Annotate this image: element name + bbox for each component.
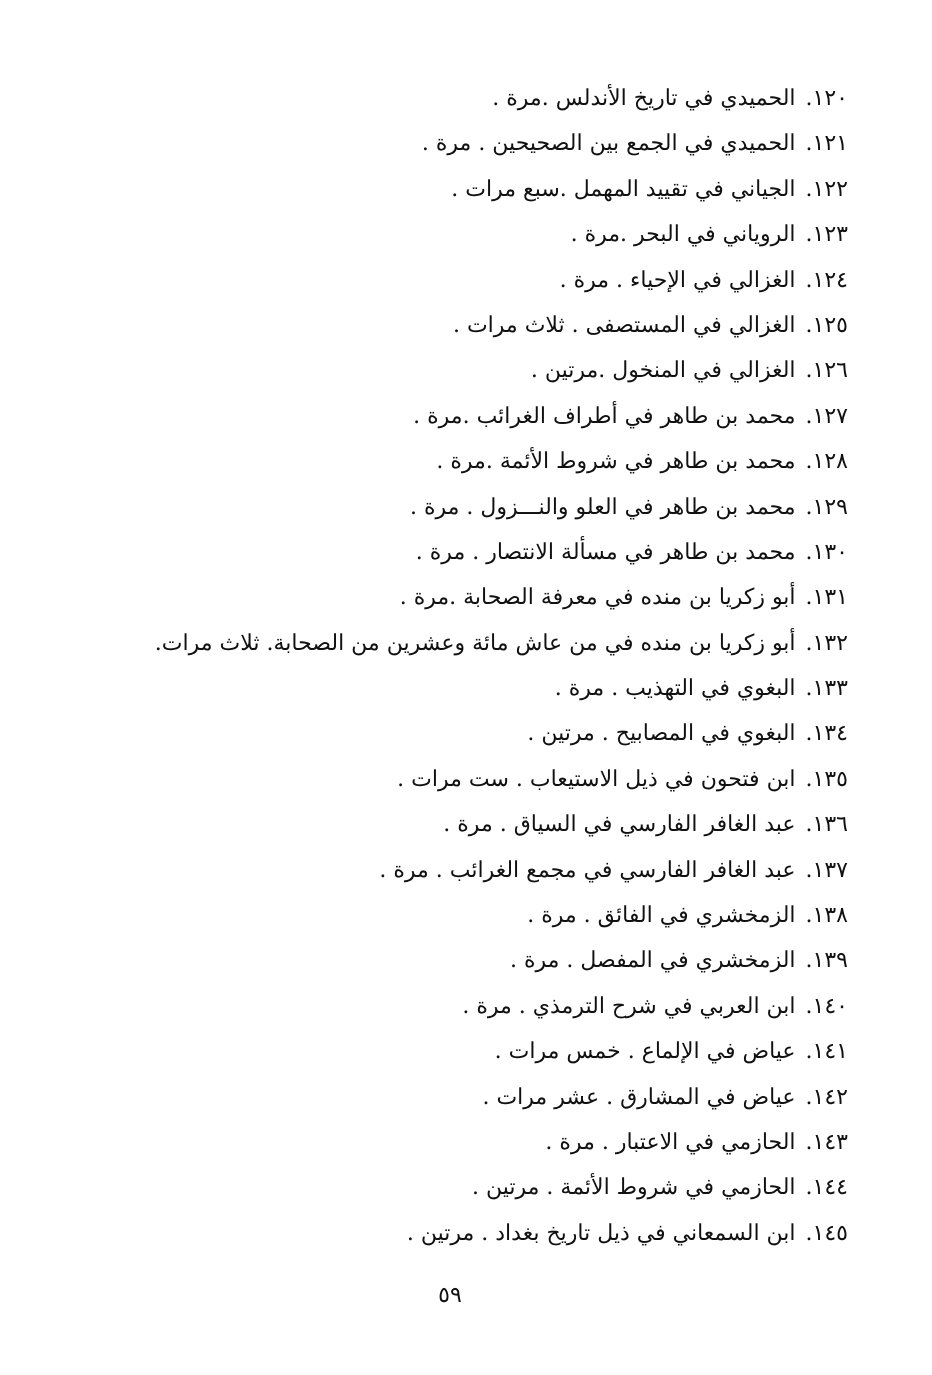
list-item [78,984,848,1029]
item-text: ابن فتحون في ذيل الاستيعاب . ست مرات . [397,766,796,792]
item-number: ١٢٣. [805,222,848,248]
list-item [78,893,848,938]
list-item [78,757,848,802]
list-item [78,711,848,756]
item-text: عياض في الإلماع . خمس مرات . [494,1039,796,1065]
list-item [78,938,848,983]
item-text: عبد الغافر الفارسي في مجمع الغرائب . مرة . [379,857,796,883]
item-number: ١٤٣. [805,1129,848,1155]
item-number: ١٤٤. [805,1175,848,1201]
item-text: محمد بن طاهر في أطراف الغرائب .مرة . [413,403,796,429]
item-text: محمد بن طاهر في شروط الأئمة .مرة . [436,449,796,475]
item-number: ١٣٥. [805,766,848,792]
item-text: أبو زكريا بن منده في من عاش مائة وعشرين من الصحابة. ثلاث مرات. [154,630,796,656]
item-text: الزمخشري في المفصل . مرة . [509,948,796,974]
item-text: محمد بن طاهر في العلو والنـــزول . مرة . [409,494,796,520]
item-text: الغزالي في المنخول .مرتين . [530,358,796,384]
item-text: أبو زكريا بن منده في معرفة الصحابة .مرة . [399,585,796,611]
item-number: ١٣٧. [805,857,848,883]
item-text: الحازمي في الاعتبار . مرة . [545,1129,796,1155]
item-number: ١٢٥. [805,312,848,338]
item-number: ١٢٨. [805,449,848,475]
item-text: الحميدي في تاريخ الأندلس .مرة . [492,86,796,111]
list-item [78,1029,848,1074]
list-item [78,121,848,166]
list-item [78,575,848,620]
list-item [78,666,848,711]
item-number: ١٣٣. [805,676,848,702]
item-number: ١٤٥. [805,1220,848,1246]
item-number: ١٣١. [805,585,848,611]
item-text: الغزالي في المستصفى . ثلاث مرات . [452,312,796,338]
list-item [78,848,848,893]
list-item [78,530,848,575]
list-item [78,485,848,530]
item-text: الروياني في البحر .مرة . [570,222,796,248]
list-item [78,1075,848,1120]
list-item [78,802,848,847]
list-item [78,394,848,439]
item-text: الحميدي في الجمع بين الصحيحين . مرة . [421,131,796,157]
item-text: ابن السمعاني في ذيل تاريخ بغداد . مرتين . [406,1220,796,1246]
item-number: ١٤١. [805,1039,848,1065]
item-number: ١٢٤. [805,267,848,293]
item-text: الغزالي في الإحياء . مرة . [559,267,796,293]
list-item [78,303,848,348]
item-number: ١٢٢. [805,176,848,202]
item-number: ١٣٩. [805,948,848,974]
list-item [78,258,848,303]
page-number: ٥٩ [438,1283,462,1308]
item-number: ١٣٤. [805,721,848,747]
list-item [78,76,848,121]
item-number: ١٢٩. [805,494,848,520]
item-text: عبد الغافر الفارسي في السياق . مرة . [443,812,796,838]
list-item [78,348,848,393]
item-number: ١٣٢. [805,630,848,656]
item-text: عياض في المشارق . عشر مرات . [482,1084,796,1110]
item-number: ١٣٦. [805,812,848,838]
item-text: الزمخشري في الفائق . مرة . [527,903,796,929]
item-number: ١٣٠. [805,539,848,565]
list-item [78,621,848,666]
item-text: البغوي في المصابيح . مرتين . [527,721,796,747]
item-text: محمد بن طاهر في مسألة الانتصار . مرة . [415,539,796,565]
list-item [78,1211,848,1256]
item-number: ١٤٠. [805,993,848,1019]
item-number: ١٣٨. [805,903,848,929]
item-number: ١٤٢. [805,1084,848,1110]
item-text: الحازمي في شروط الأئمة . مرتين . [472,1175,796,1201]
list-item [78,212,848,257]
item-number: ١٢٧. [805,403,848,429]
list-item [78,439,848,484]
list-item [78,167,848,212]
item-number: ١٢٦. [805,358,848,384]
item-text: البغوي في التهذيب . مرة . [554,676,796,702]
item-number: ١٢١. [805,131,848,157]
list-item [78,1165,848,1210]
item-number: ١٢٠. [805,86,848,111]
list-item [78,1120,848,1165]
item-text: ابن العربي في شرح الترمذي . مرة . [462,993,796,1019]
sources-list [78,76,848,1256]
item-text: الجياني في تقييد المهمل .سبع مرات . [451,176,796,202]
